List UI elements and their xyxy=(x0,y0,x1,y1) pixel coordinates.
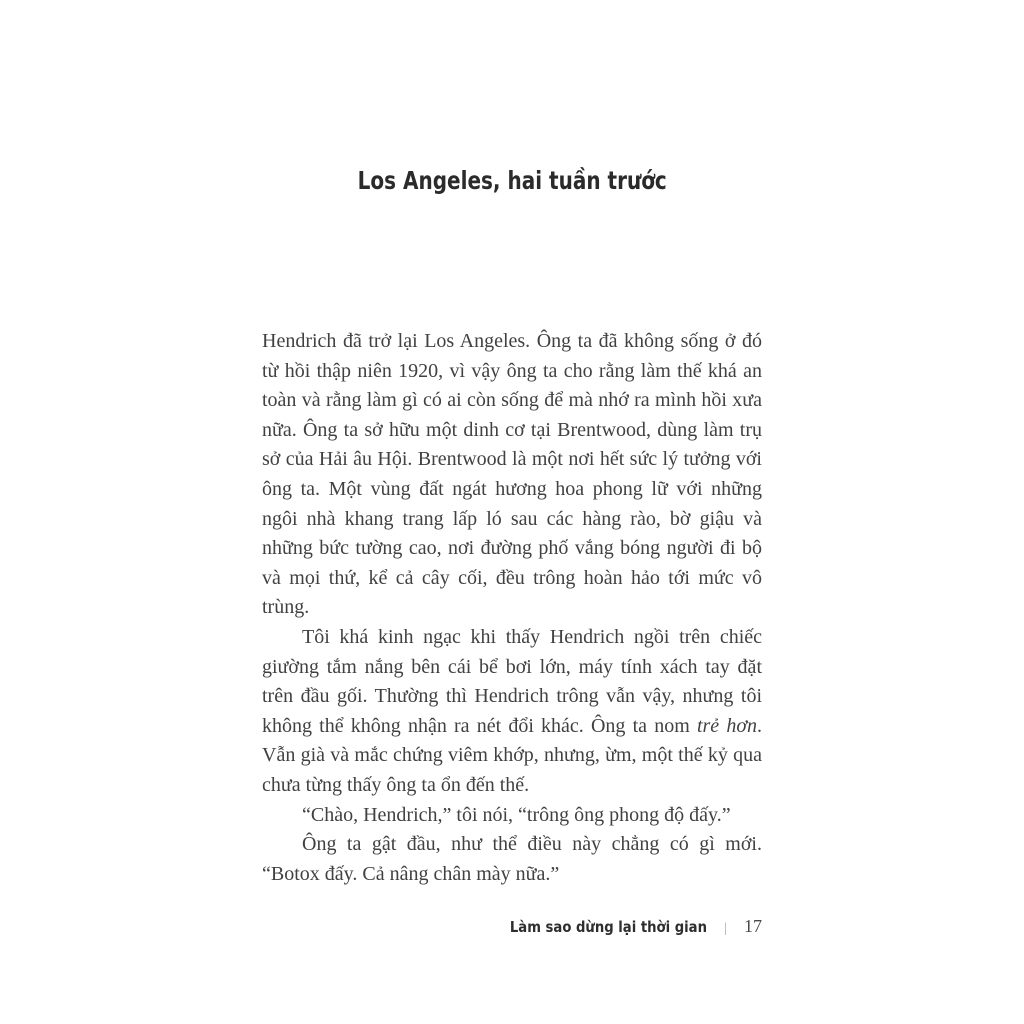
emphasis-text: trẻ hơn xyxy=(696,714,758,737)
paragraph-2-continued: . Vẫn già và mắc chứng viêm khớp, nhưng, ừm, một thế kỷ qua chưa từng thấy ông ta ổn đến thế. xyxy=(262,714,763,796)
footer-separator: | xyxy=(724,921,727,936)
paragraph-3: “Chào, Hendrich,” tôi nói, “trông ông phong độ đấy.” xyxy=(302,803,731,826)
paragraph-2 xyxy=(262,623,762,801)
paragraph-4: Ông ta gật đầu, như thể điều này chẳng có gì mới. “Botox đấy. Cả nâng chân mày nữa.” xyxy=(262,833,762,885)
paragraph-2-text: Tôi khá kinh ngạc khi thấy Hendrich ngồi trên chiếc giường tắm nắng bên cái bể bơi lớn, máy tính xách tay đặt trên đầu gối. Thường thì Hendrich trông vẫn vậy, nhưng tôi không thể không nhận ra nét đổi khác. Ông ta nom xyxy=(262,625,762,737)
page-number: 17 xyxy=(744,916,762,936)
page-footer xyxy=(262,916,762,937)
running-book-title: Làm sao dừng lại thời gian xyxy=(510,918,708,936)
chapter-heading-text: Los Angeles, hai tuần trước xyxy=(357,166,667,195)
chapter-heading xyxy=(262,166,762,195)
page-body xyxy=(262,327,762,889)
paragraph-1: Hendrich đã trở lại Los Angeles. Ông ta đã không sống ở đó từ hồi thập niên 1920, vì vậy ông ta cho rằng làm thế khá an toàn và rằng làm gì có ai còn sống để mà nhớ ra mình hồi xưa nữa. Ông ta sở hữu một dinh cơ tại Brentwood, dùng làm trụ sở của Hải âu Hội. Brentwood là một nơi hết sức lý tưởng với ông ta. Một vùng đất ngát hương hoa phong lữ với những ngôi nhà khang trang lấp ló sau các hàng rào, bờ giậu và những bức tường cao, nơi đường phố vắng bóng người đi bộ và mọi thứ, kể cả cây cối, đều trông hoàn hảo tới mức vô trùng. xyxy=(262,330,762,619)
